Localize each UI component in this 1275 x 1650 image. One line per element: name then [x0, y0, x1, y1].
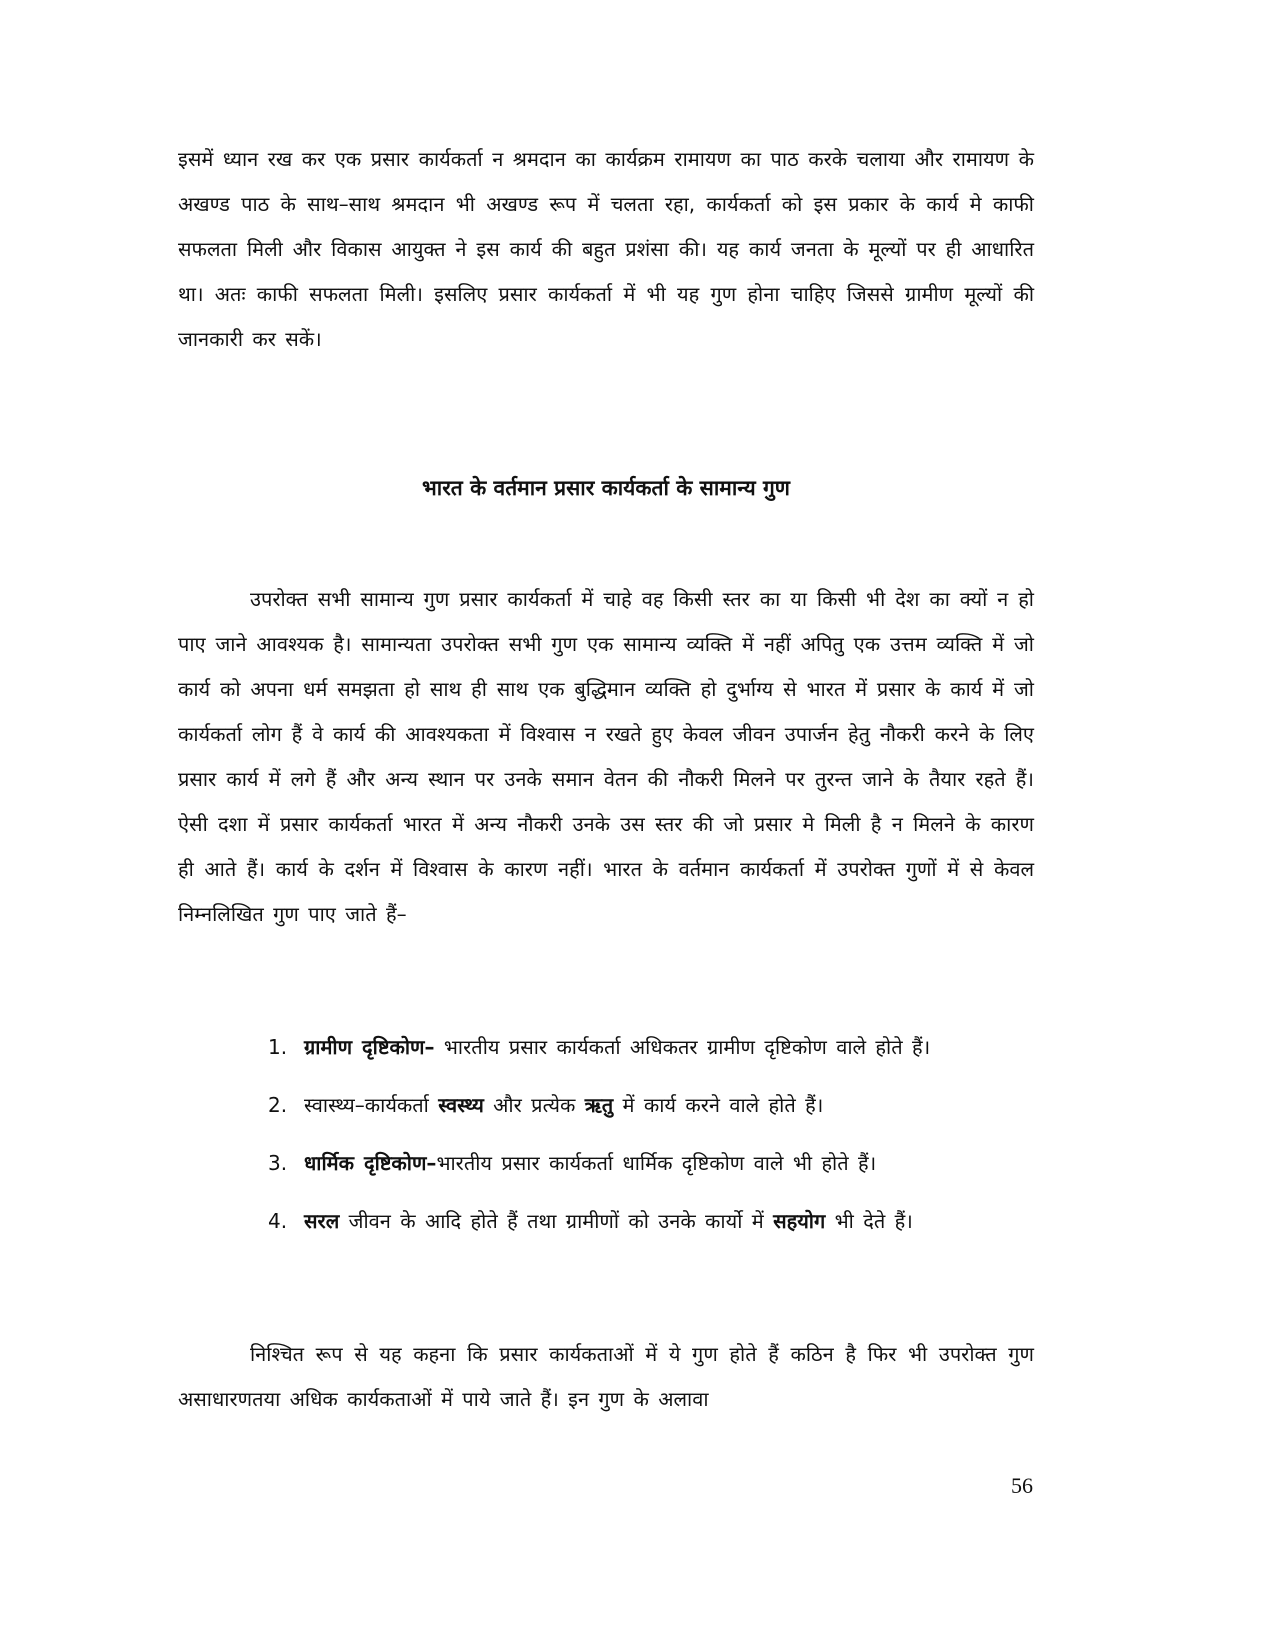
list-number: 2.	[268, 1093, 288, 1117]
list-item	[268, 1199, 1034, 1244]
paragraph-1: इसमें ध्यान रख कर एक प्रसार कार्यकर्ता न श्रमदान का कार्यक्रम रामायण का पाठ करके चलाया और रामायण के अखण्ड पाठ के साथ–साथ श्रमदान भी अखण्ड रूप में चलता रहा, कार्यकर्ता को इस प्रकार के कार्य मे काफी सफलता मिली और विकास आयुक्त ने इस कार्य की बहुत प्रशंसा की। यह कार्य जनता के मूल्यों पर ही आधारित था। अतः काफी सफलता मिली। इसलिए प्रसार कार्यकर्ता में भी यह गुण होना चाहिए जिससे ग्रामीण मूल्यों की जानकारी कर सकें।	[178, 147, 1034, 351]
paragraph-3: निश्चित रूप से यह कहना कि प्रसार कार्यकताओं में ये गुण होते हैं कठिन है फिर भी उपरोक्त गुण असाधारणतया अधिक कार्यकताओं में पाये जाते हैं। इन गुण के अलावा	[178, 1342, 1034, 1411]
list-item-bold: ग्रामीण दृष्टिकोण–	[304, 1035, 435, 1059]
list-item-bold: सहयोग	[773, 1209, 826, 1233]
list-item-text: भी देते हैं।	[825, 1209, 913, 1233]
list-item-text: भारतीय प्रसार कार्यकर्ता अधिकतर ग्रामीण दृष्टिकोण वाले होते हैं।	[434, 1035, 931, 1059]
list-item-bold: ऋतु	[584, 1093, 614, 1117]
list-number: 3.	[268, 1151, 288, 1175]
list-number: 1.	[268, 1035, 288, 1059]
list-number: 4.	[268, 1209, 288, 1233]
list-item-bold: धार्मिक दृष्टिकोण–	[304, 1151, 437, 1175]
list-item-text: भारतीय प्रसार कार्यकर्ता धार्मिक दृष्टिकोण वाले भी होते हैं।	[436, 1151, 877, 1175]
list-item	[268, 1141, 1034, 1186]
list-item	[268, 1025, 1034, 1070]
list-item-bold: स्वस्थ्य	[438, 1093, 484, 1117]
qualities-list	[268, 1025, 1034, 1257]
list-item-bold: सरल	[304, 1209, 340, 1233]
section-heading: भारत के वर्तमान प्रसार कार्यकर्ता के सामान्य गुण	[422, 476, 790, 500]
list-item-text: और प्रत्येक	[483, 1093, 585, 1117]
list-item-text: में कार्य करने वाले होते हैं।	[613, 1093, 824, 1117]
paragraph-2: उपरोक्त सभी सामान्य गुण प्रसार कार्यकर्ता में चाहे वह किसी स्तर का या किसी भी देश का क्यों न हो पाए जाने आवश्यक है। सामान्यता उपरोक्त सभी गुण एक सामान्य व्यक्ति में नहीं अपितु एक उत्तम व्यक्ति में जो कार्य को अपना धर्म समझता हो साथ ही साथ एक बुद्धिमान व्यक्ति हो दुर्भाग्य से भारत में प्रसार के कार्य में जो कार्यकर्ता लोग हैं वे कार्य की आवश्यकता में विश्वास न रखते हुए केवल जीवन उपार्जन हेतु नौकरी करने के लिए प्रसार कार्य में लगे हैं और अन्य स्थान पर उनके समान वेतन की नौकरी मिलने पर तुरन्त जाने के तैयार रहते हैं। ऐसी दशा में प्रसार कार्यकर्ता भारत में अन्य नौकरी उनके उस स्तर की जो प्रसार मे मिली है न मिलने के कारण ही आते हैं। कार्य के दर्शन में विश्वास के कारण नहीं। भारत के वर्तमान कार्यकर्ता में उपरोक्त गुणों में से केवल निम्नलिखित गुण पाए जाते हैं–	[178, 587, 1034, 926]
page-number: 56	[1011, 1473, 1033, 1498]
list-item	[268, 1083, 1034, 1128]
list-item-text: जीवन के आदि होते हैं तथा ग्रामीणों को उनके कार्यो में	[339, 1209, 774, 1233]
list-item-text: स्वास्थ्य–कार्यकर्ता	[304, 1093, 439, 1117]
